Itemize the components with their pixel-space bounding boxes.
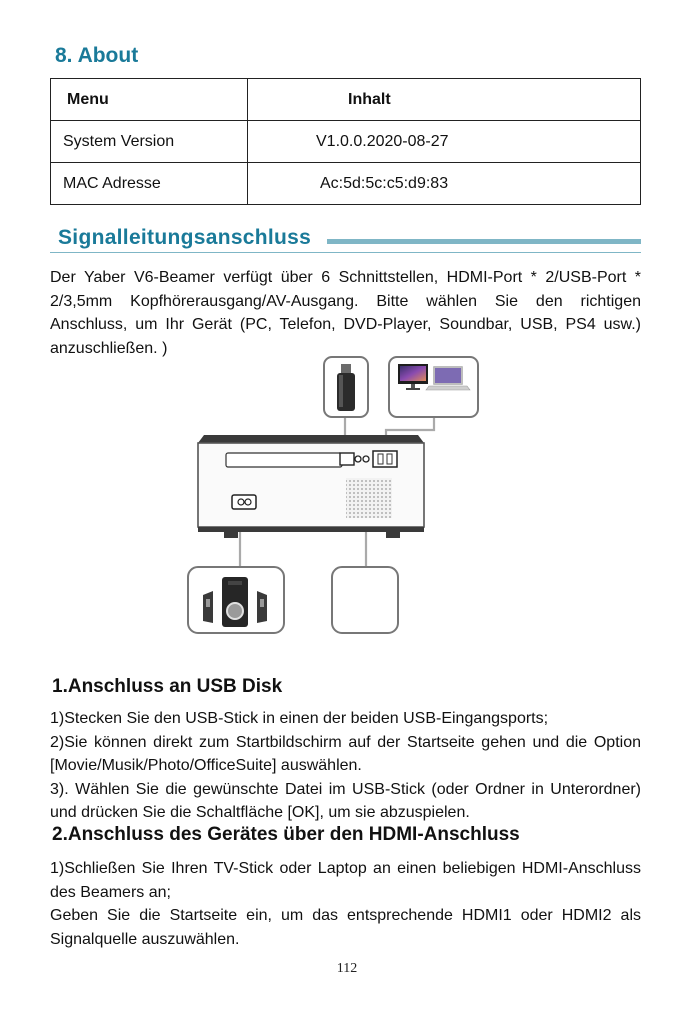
table-header-row xyxy=(51,79,641,121)
usb-section-heading: 1.Anschluss an USB Disk xyxy=(52,676,283,697)
heading-accent-bar xyxy=(327,239,641,244)
usb-stick-icon xyxy=(324,357,368,417)
table-row xyxy=(51,121,641,163)
table-header-inhalt: Inhalt xyxy=(248,79,641,121)
page-number: 112 xyxy=(336,961,358,976)
about-heading: 8. About xyxy=(55,44,139,67)
usb-step-2: 2)Sie können direkt zum Startbildschirm auf der Startseite gehen und die Option [Movie/Musik/Photo/OfficeSuite] auswählen. xyxy=(50,733,641,774)
usb-step-3: 3). Wählen Sie die gewünschte Datei im USB-Stick (oder Ordner in Unterordner) und drücken Sie die Schaltfläche [OK], um sie abzuspielen. xyxy=(50,780,641,821)
signal-intro-text: Der Yaber V6-Beamer verfügt über 6 Schnittstellen, HDMI-Port * 2/USB-Port * 2/3,5mm Kopfhörerausgang/AV-Ausgang. Bitte wählen Sie den richtigen Anschluss, um Ihr Gerät (PC, Telefon, DVD-Player, Soundbar, USB, PS4 usw.) anzuschließen. ) xyxy=(50,269,641,357)
table-cell-value: V1.0.0.2020-08-27 xyxy=(248,121,641,163)
table-cell-value: Ac:5d:5c:c5:d9:83 xyxy=(248,163,641,205)
connection-diagram xyxy=(180,355,520,637)
table-row xyxy=(51,163,641,205)
table-cell-label: System Version xyxy=(51,121,248,163)
hdmi-section-text xyxy=(50,857,641,951)
av-device-icon xyxy=(332,567,398,633)
usb-section-text xyxy=(50,707,641,825)
table-cell-label: MAC Adresse xyxy=(51,163,248,205)
usb-step-1: 1)Stecken Sie den USB-Stick in einen der beiden USB-Eingangsports; xyxy=(50,710,549,727)
table-header-menu: Menu xyxy=(51,79,248,121)
projector-icon xyxy=(198,435,424,538)
hdmi-step-1: 1)Schließen Sie Ihren TV-Stick oder Laptop an einen beliebigen HDMI-Anschluss des Beamers an; xyxy=(50,860,641,901)
monitor-laptop-icon xyxy=(389,357,478,417)
hdmi-step-2: Geben Sie die Startseite ein, um das entsprechende HDMI1 oder HDMI2 als Signalquelle auszuwählen. xyxy=(50,907,641,948)
hdmi-section-heading: 2.Anschluss des Gerätes über den HDMI-Anschluss xyxy=(52,824,520,845)
heading-underline xyxy=(50,252,641,253)
speakers-icon xyxy=(188,567,284,633)
about-table xyxy=(50,78,641,205)
signal-heading: Signalleitungsanschluss xyxy=(58,226,312,249)
